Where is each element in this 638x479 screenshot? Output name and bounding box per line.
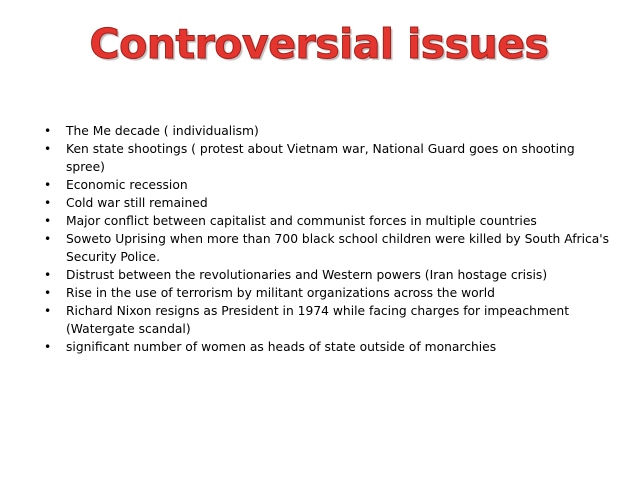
bullet-text: Major conflict between capitalist and communist forces in multiple countries — [66, 214, 537, 228]
bullet-item — [44, 140, 610, 176]
slide-title: Controversial issues — [89, 20, 549, 68]
bullet-text: Rise in the use of terrorism by militant organizations across the world — [66, 286, 495, 300]
bullet-text: Distrust between the revolutionaries and Western powers (Iran hostage crisis) — [66, 268, 548, 282]
bullet-dot-icon: • — [44, 286, 52, 300]
bullet-dot-icon: • — [44, 196, 52, 210]
bullet-item — [44, 266, 610, 284]
bullet-dot-icon: • — [44, 340, 52, 354]
bullet-item — [44, 194, 610, 212]
bullet-dot-icon: • — [44, 268, 52, 282]
bullet-list — [44, 122, 610, 356]
bullet-dot-icon: • — [44, 124, 52, 138]
bullet-item — [44, 230, 610, 266]
bullet-text: Soweto Uprising when more than 700 black school children were killed by South Africa's Security Police. — [66, 232, 610, 264]
bullet-dot-icon: • — [44, 304, 52, 318]
bullet-item — [44, 212, 610, 230]
bullet-item — [44, 122, 610, 140]
bullet-dot-icon: • — [44, 214, 52, 228]
bullet-item — [44, 338, 610, 356]
bullet-dot-icon: • — [44, 178, 52, 192]
bullet-text: Economic recession — [66, 178, 188, 192]
bullet-text: significant number of women as heads of state outside of monarchies — [66, 340, 497, 354]
bullet-text: Cold war still remained — [66, 196, 208, 210]
bullet-dot-icon: • — [44, 232, 52, 246]
bullet-item — [44, 176, 610, 194]
bullet-text: Richard Nixon resigns as President in 1974 while facing charges for impeachment (Watergate scandal) — [66, 304, 570, 336]
bullet-item — [44, 302, 610, 338]
bullet-text: The Me decade ( individualism) — [66, 124, 259, 138]
bullet-dot-icon: • — [44, 142, 52, 156]
bullet-item — [44, 284, 610, 302]
bullet-text: Ken state shootings ( protest about Vietnam war, National Guard goes on shooting spree) — [66, 142, 575, 174]
